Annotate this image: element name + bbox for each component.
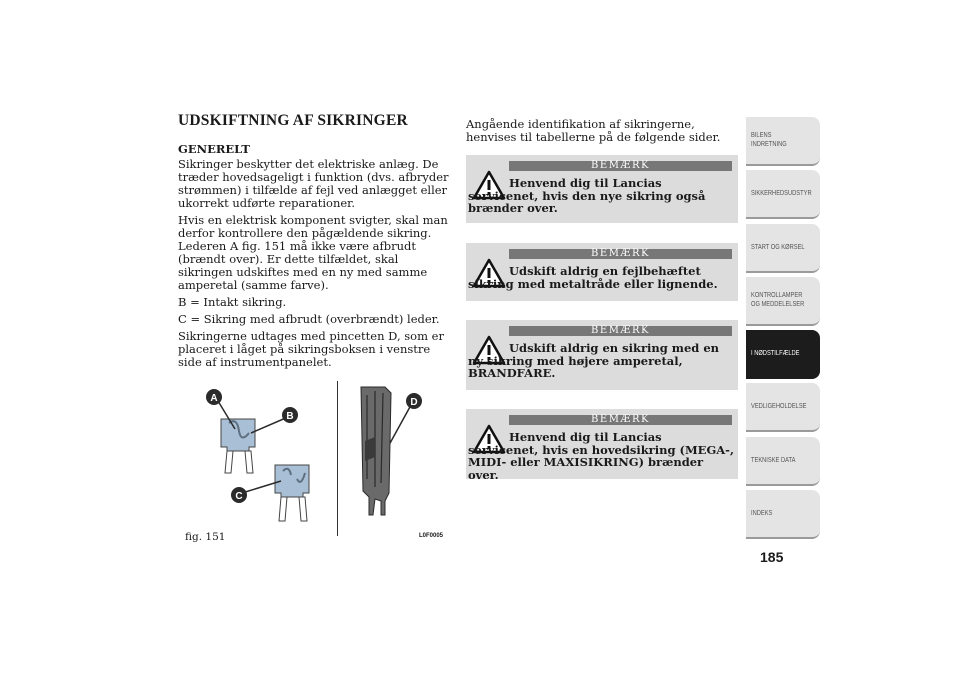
callout-c: C [235, 491, 243, 502]
fuse-figure [185, 381, 447, 541]
page-title: UDSKIFTNING AF SIKRINGER [178, 112, 408, 129]
figure-label: fig. 151 [185, 531, 226, 543]
callout-d: D [410, 397, 418, 408]
callout-a: A [210, 393, 218, 404]
note-heading: BEMÆRK [509, 249, 732, 259]
note-box-1 [466, 155, 738, 223]
note-heading: BEMÆRK [509, 415, 732, 425]
sidebar-tab-tekniske-data[interactable]: TEKNISKE DATA [746, 437, 820, 486]
sidebar-tab-sikkerhedsudstyr[interactable]: SIKKERHEDSUDSTYR [746, 170, 820, 219]
paragraph-3: B = Intakt sikring. [178, 295, 287, 309]
sidebar-tab-kontrollamper[interactable]: KONTROLLAMPER OG MEDDELELSER [746, 277, 820, 326]
figure-code: L0F0005 [418, 533, 443, 539]
note-box-2 [466, 243, 738, 301]
page-number: 185 [760, 549, 784, 565]
sidebar-tab-i-nodstilfaelde[interactable]: I NØDSTILFÆLDE [746, 330, 820, 379]
intro-text: Angående identifikation af sikringerne, henvises til tabellerne på de følgende sider. [466, 117, 721, 144]
note-text: Udskift aldrig en sikring med en ny sikring med højere amperetal, BRANDFARE. [468, 341, 720, 380]
paragraph-5: Sikringerne udtages med pincetten D, som er placeret i låget på sikringsboksen i venstre side af instrumentpanelet. [178, 329, 444, 369]
paragraph-2: Hvis en elektrisk komponent svigter, skal man derfor kontrollere den pågældende sikring. Lederen A fig. 151 må ikke være afbrudt (brændt over). Er dette tilfældet, skal sikringen udskiftes med en ny med samme amperetal (samme farve). [178, 213, 448, 292]
sidebar-tab-indeks[interactable]: INDEKS [746, 490, 820, 539]
paragraph-4: C = Sikring med afbrudt (overbrændt) leder. [178, 312, 440, 326]
sidebar-tab-bilens-indretning[interactable]: BILENS INDRETNING [746, 117, 820, 166]
note-text: Henvend dig til Lancias servicenet, hvis en hovedsikring (MEGA-, MIDI- eller MAXISIKRING) brænder over. [468, 430, 734, 482]
left-column [178, 112, 450, 373]
note-heading: BEMÆRK [509, 161, 732, 171]
callout-b: B [286, 411, 294, 422]
fuse-illustration [185, 381, 447, 531]
figure-divider [337, 381, 338, 536]
section-subtitle: GENERELT [178, 142, 250, 156]
fuse-tweezers [361, 387, 391, 515]
sidebar-tab-vedligeholdelse[interactable]: VEDLIGEHOLDELSE [746, 383, 820, 432]
sidebar-tab-start-og-korsel[interactable]: START OG KØRSEL [746, 224, 820, 273]
paragraph-1: Sikringer beskytter det elektriske anlæg. De træder hovedsageligt i funktion (dvs. afbryder strømmen) i tilfælde af fejl ved anlægget eller ukorrekt udførte reparationer. [178, 157, 449, 210]
note-box-3 [466, 320, 738, 390]
note-heading: BEMÆRK [509, 326, 732, 336]
blown-fuse [275, 465, 309, 521]
note-box-4 [466, 409, 738, 482]
intact-fuse [221, 419, 255, 473]
note-text: Udskift aldrig en fejlbehæftet sikring med metaltråde eller lignende. [468, 264, 718, 291]
note-text: Henvend dig til Lancias servicenet, hvis den nye sikring også brænder over. [468, 176, 706, 215]
right-column [466, 118, 738, 144]
